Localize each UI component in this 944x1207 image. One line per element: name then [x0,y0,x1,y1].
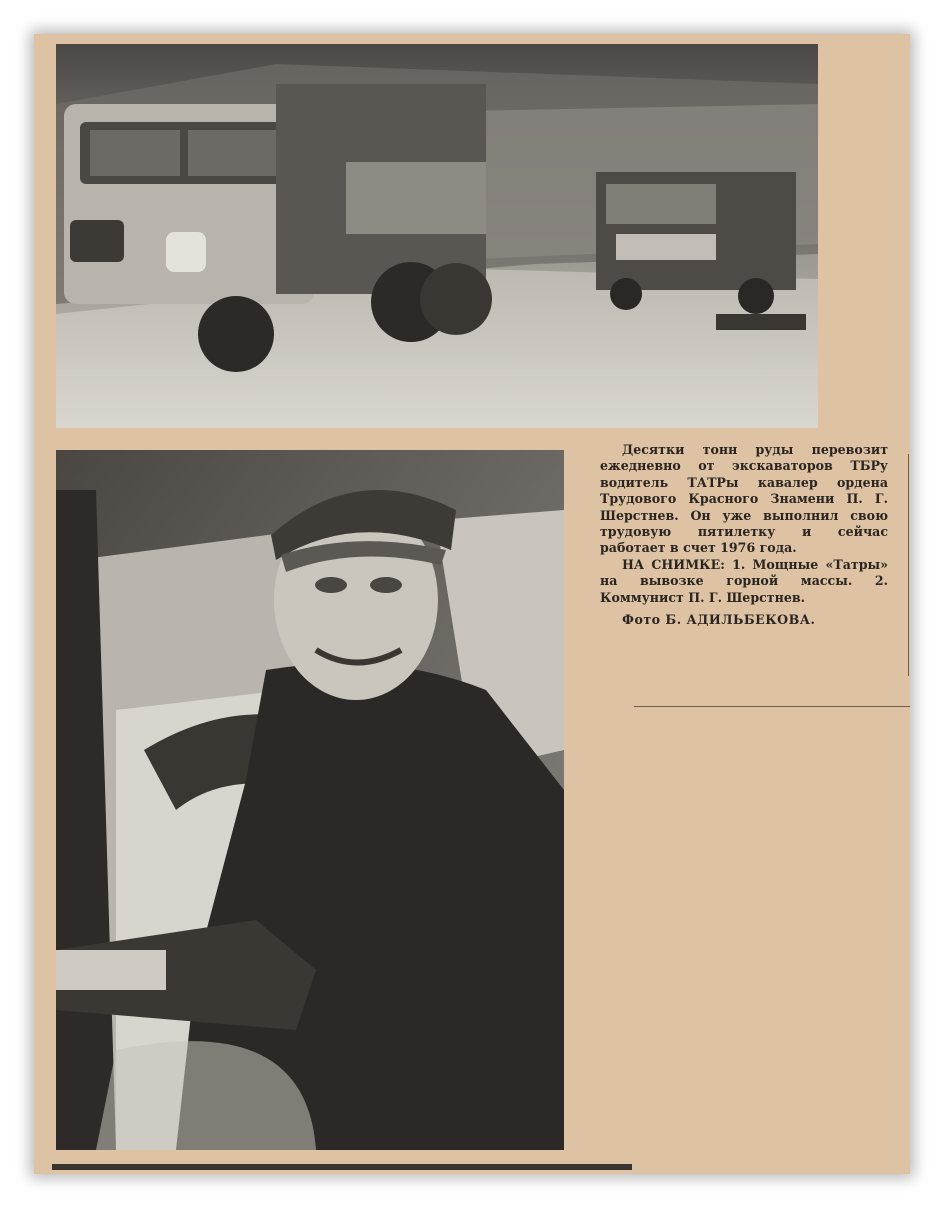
caption-body: Десятки тонн руды перевозит ежедневно от экскаваторов ТБРу водитель ТАТРы кавалер ордена Трудового Красного Знамени П. Г. Шерстнев. Он уже выполнил свою трудовую пятилетку и сейчас работает в счет 1976 года. [600,442,888,556]
photo-credit: Фото Б. АДИЛЬБЕКОВА. [622,612,816,628]
newspaper-clipping [34,34,910,1174]
bottom-rule [52,1164,632,1170]
trucks-photo [56,44,818,428]
dump-trucks-icon [56,44,818,428]
caption-on-photo: НА СНИМКЕ: 1. Мощные «Татры» на вывозке горной массы. 2. Коммунист П. Г. Шерстнев. [600,556,888,605]
photo-caption [600,442,888,628]
truck-driver-portrait-icon [56,450,564,1150]
driver-photo [56,450,564,1150]
caption-rule-right [908,454,909,676]
caption-rule-bottom [634,706,910,707]
